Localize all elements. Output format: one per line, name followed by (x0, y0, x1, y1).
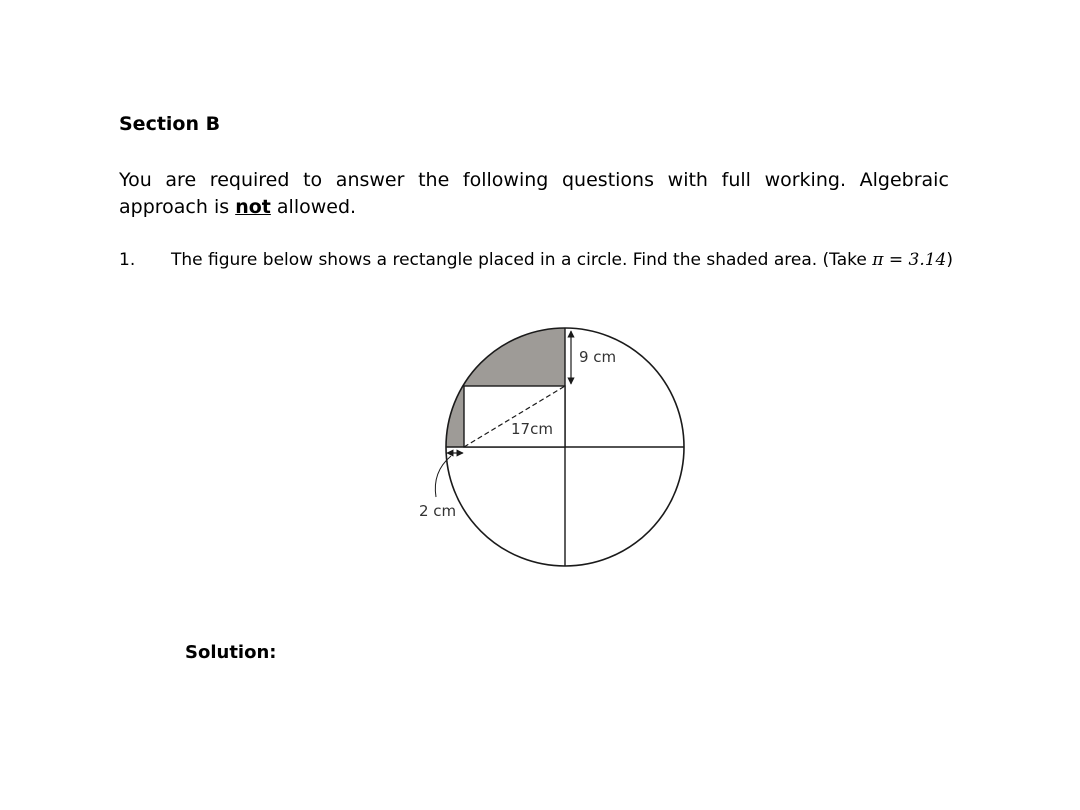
instruction-word: required (209, 169, 290, 191)
instruction-word: full (721, 169, 751, 191)
instruction-word: with (667, 169, 708, 191)
question-number: 1. (119, 250, 136, 270)
instruction-word: following (462, 169, 549, 191)
instruction-word: are (165, 169, 197, 191)
instruction-word: Algebraic (859, 169, 949, 191)
label-17cm: 17cm (511, 420, 553, 438)
label-2cm: 2 cm (419, 502, 457, 520)
instruction-word: questions (562, 169, 654, 191)
instruction-word: to (303, 169, 323, 191)
question-body: The figure below shows a rectangle placed in a circle. Find the shaded area. (Take (171, 250, 867, 270)
instruction-word: working. (764, 169, 846, 191)
instruction-word: You (119, 169, 152, 191)
label-9cm: 9 cm (579, 348, 617, 366)
instruction-suffix: allowed. (276, 196, 357, 218)
question-close: ) (946, 250, 953, 270)
instruction-emphasis: not (235, 196, 271, 218)
left-gap-leader (435, 456, 451, 497)
instruction-word: the (418, 169, 450, 191)
instruction-word: answer (335, 169, 405, 191)
instruction-prefix: approach is (119, 196, 230, 218)
solution-label: Solution: (185, 642, 277, 663)
pi-expression: π = 3.14 (872, 250, 947, 270)
section-title: Section B (119, 113, 221, 135)
